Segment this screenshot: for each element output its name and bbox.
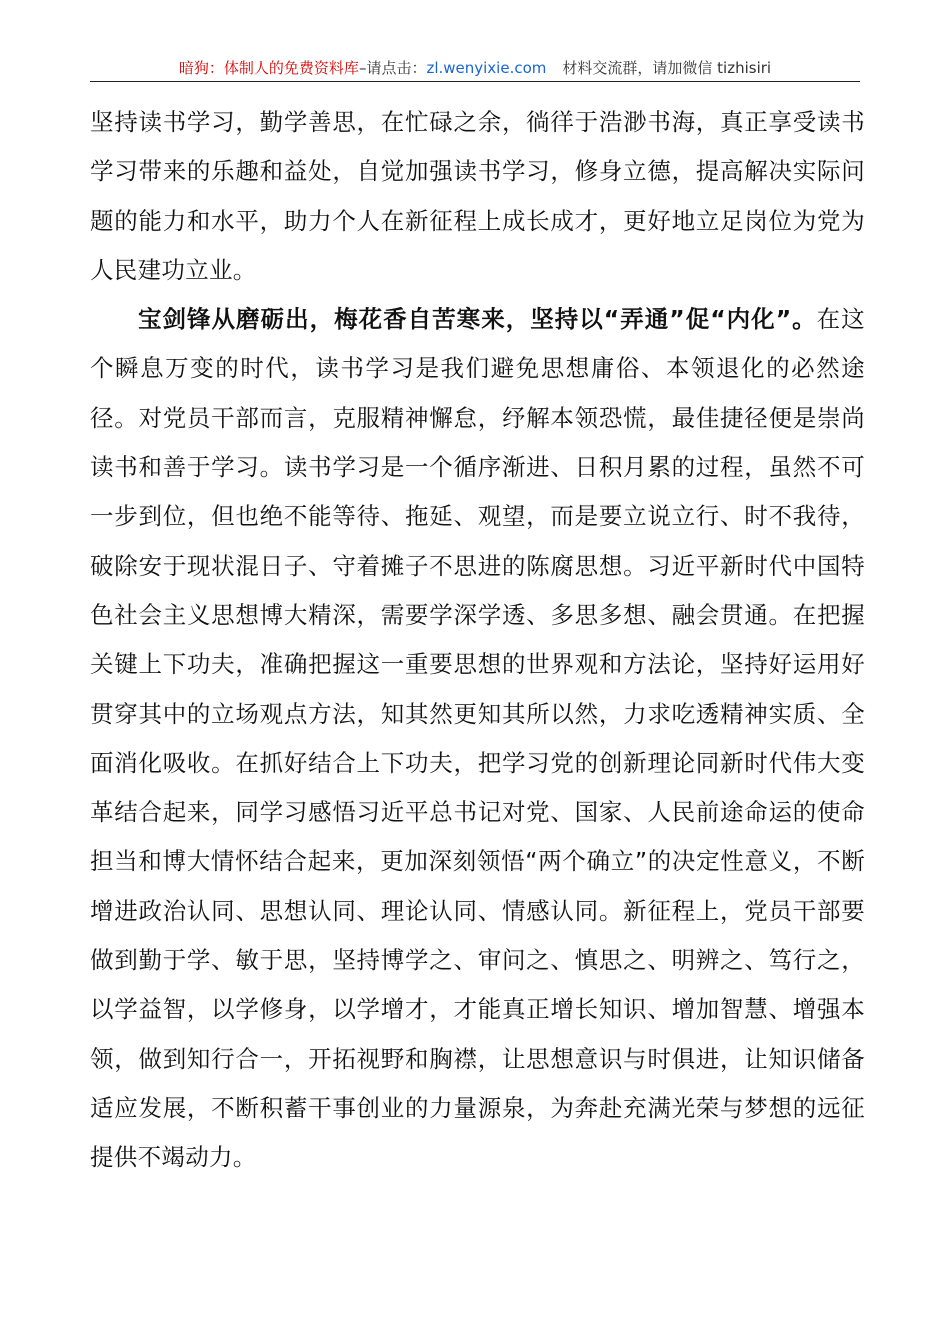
paragraph-1: 坚持读书学习，勤学善思，在忙碌之余，徜徉于浩渺书海，真正享受读书学习带来的乐趣和益处，自觉加强读书学习，修身立德，提高解决实际问题的能力和水平，助力个人在新征程上成长成才，更好地立足岗位为党为人民建功立业。 [90, 108, 865, 284]
document-body [90, 98, 865, 1183]
paragraph-2-heading: 宝剑锋从磨砺出，梅花香自苦寒来，坚持以“弄通”促“内化”。 [138, 305, 817, 334]
page-header [90, 56, 860, 80]
paragraph-2 [90, 295, 865, 1182]
header-brand: 暗狗：体制人的免费资料库 [178, 59, 359, 77]
header-group-info: 材料交流群，请加微信 tizhisiri [562, 59, 772, 77]
header-link[interactable]: zl.wenyixie.com [426, 59, 547, 77]
header-divider [90, 81, 860, 82]
paragraph-2-text: 在这个瞬息万变的时代，读书学习是我们避免思想庸俗、本领退化的必然途径。对党员干部而言，克服精神懈怠，纾解本领恐慌，最佳捷径便是崇尚读书和善于学习。读书学习是一个循序渐进、日积月累的过程，虽然不可一步到位，但也绝不能等待、拖延、观望，而是要立说立行、时不我待，破除安于现状混日子、守着摊子不思进的陈腐思想。习近平新时代中国特色社会主义思想博大精深，需要学深学透、多思多想、融会贯通。在把握关键上下功夫，准确把握这一重要思想的世界观和方法论，坚持好运用好贯穿其中的立场观点方法，知其然更知其所以然，力求吃透精神实质、全面消化吸收。在抓好结合上下功夫，把学习党的创新理论同新时代伟大变革结合起来，同学习感悟习近平总书记对党、国家、人民前途命运的使命担当和博大情怀结合起来，更加深刻领悟“两个确立”的决定性意义，不断增进政治认同、思想认同、理论认同、情感认同。新征程上，党员干部要做到勤于学、敏于思，坚持博学之、审问之、慎思之、明辨之、笃行之，以学益智，以学修身，以学增才，才能真正增长知识、增加智慧、增强本领，做到知行合一，开拓视野和胸襟，让思想意识与时俱进，让知识储备适应发展，不断积蓄干事创业的力量源泉，为奔赴充满光荣与梦想的远征提供不竭动力。 [90, 305, 865, 1172]
header-click-prompt: –请点击： [358, 59, 427, 77]
